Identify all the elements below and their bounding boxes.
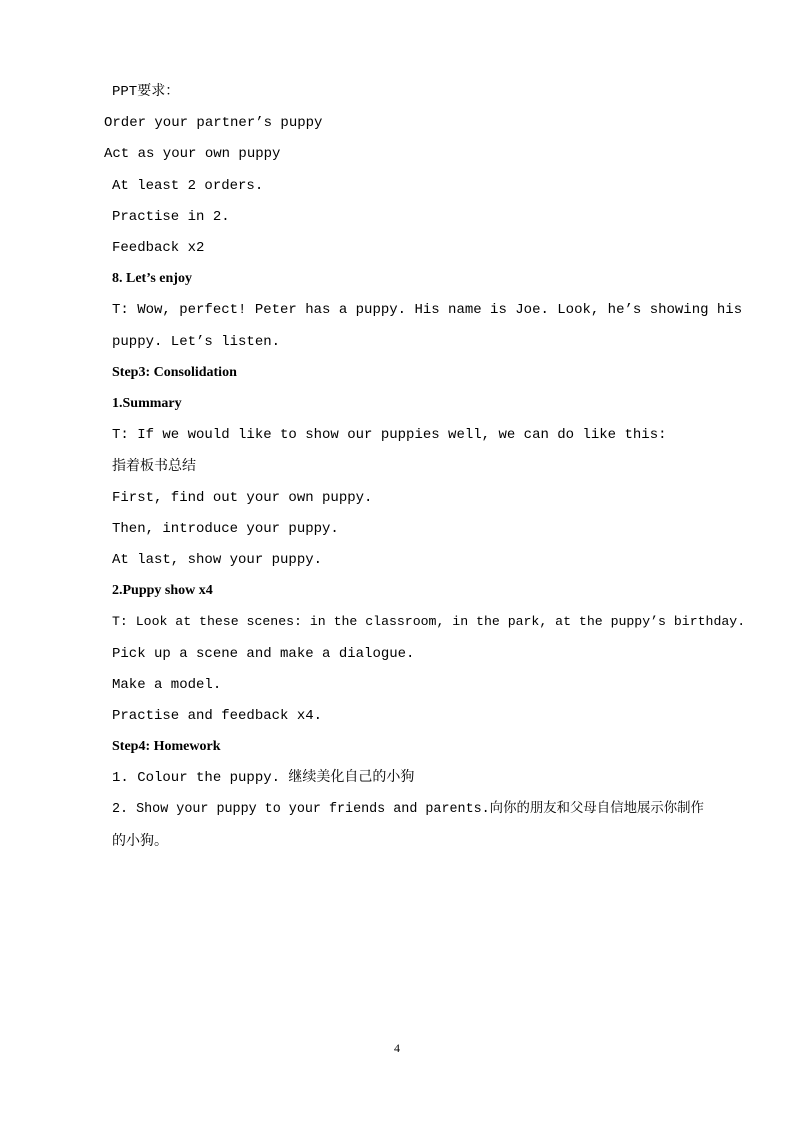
section-heading: 2.Puppy show x4 xyxy=(112,583,213,598)
section-heading: Step4: Homework xyxy=(112,739,221,754)
text-line: T: Wow, perfect! Peter has a puppy. His name is Joe. Look, he’s showing his xyxy=(112,302,743,318)
text-line: Then, introduce your puppy. xyxy=(112,521,339,537)
section-heading: Step3: Consolidation xyxy=(112,365,237,380)
ppt-requirements-heading: PPT要求： xyxy=(112,84,180,100)
text-line: First, find out your own puppy. xyxy=(112,490,373,506)
section-heading: 8. Let’s enjoy xyxy=(112,271,192,286)
text-line: T: Look at these scenes: in the classroom, in the park, at the puppy’s birthday. xyxy=(112,614,746,629)
text-line: Feedback x2 xyxy=(112,240,205,256)
section-heading: 1.Summary xyxy=(112,396,182,411)
text-line: At least 2 orders. xyxy=(112,178,264,194)
text-line: Practise and feedback x4. xyxy=(112,708,323,724)
text-line: 的小狗。 xyxy=(112,833,168,849)
text-line: Make a model. xyxy=(112,677,222,693)
text-line: 2. Show your puppy to your friends and parents.向你的朋友和父母自信地展示你制作 xyxy=(112,802,704,817)
text-line: Practise in 2. xyxy=(112,209,230,225)
text-line: T: If we would like to show our puppies well, we can do like this: xyxy=(112,427,667,443)
page-number: 4 xyxy=(394,1041,400,1055)
text-line: 1. Colour the puppy. 继续美化自己的小狗 xyxy=(112,770,415,786)
text-line: At last, show your puppy. xyxy=(112,552,323,568)
text-line: puppy. Let’s listen. xyxy=(112,334,281,350)
text-line: Act as your own puppy xyxy=(104,146,281,162)
text-line: 指着板书总结 xyxy=(112,458,196,474)
text-line: Pick up a scene and make a dialogue. xyxy=(112,646,415,662)
text-line: Order your partner’s puppy xyxy=(104,115,323,131)
